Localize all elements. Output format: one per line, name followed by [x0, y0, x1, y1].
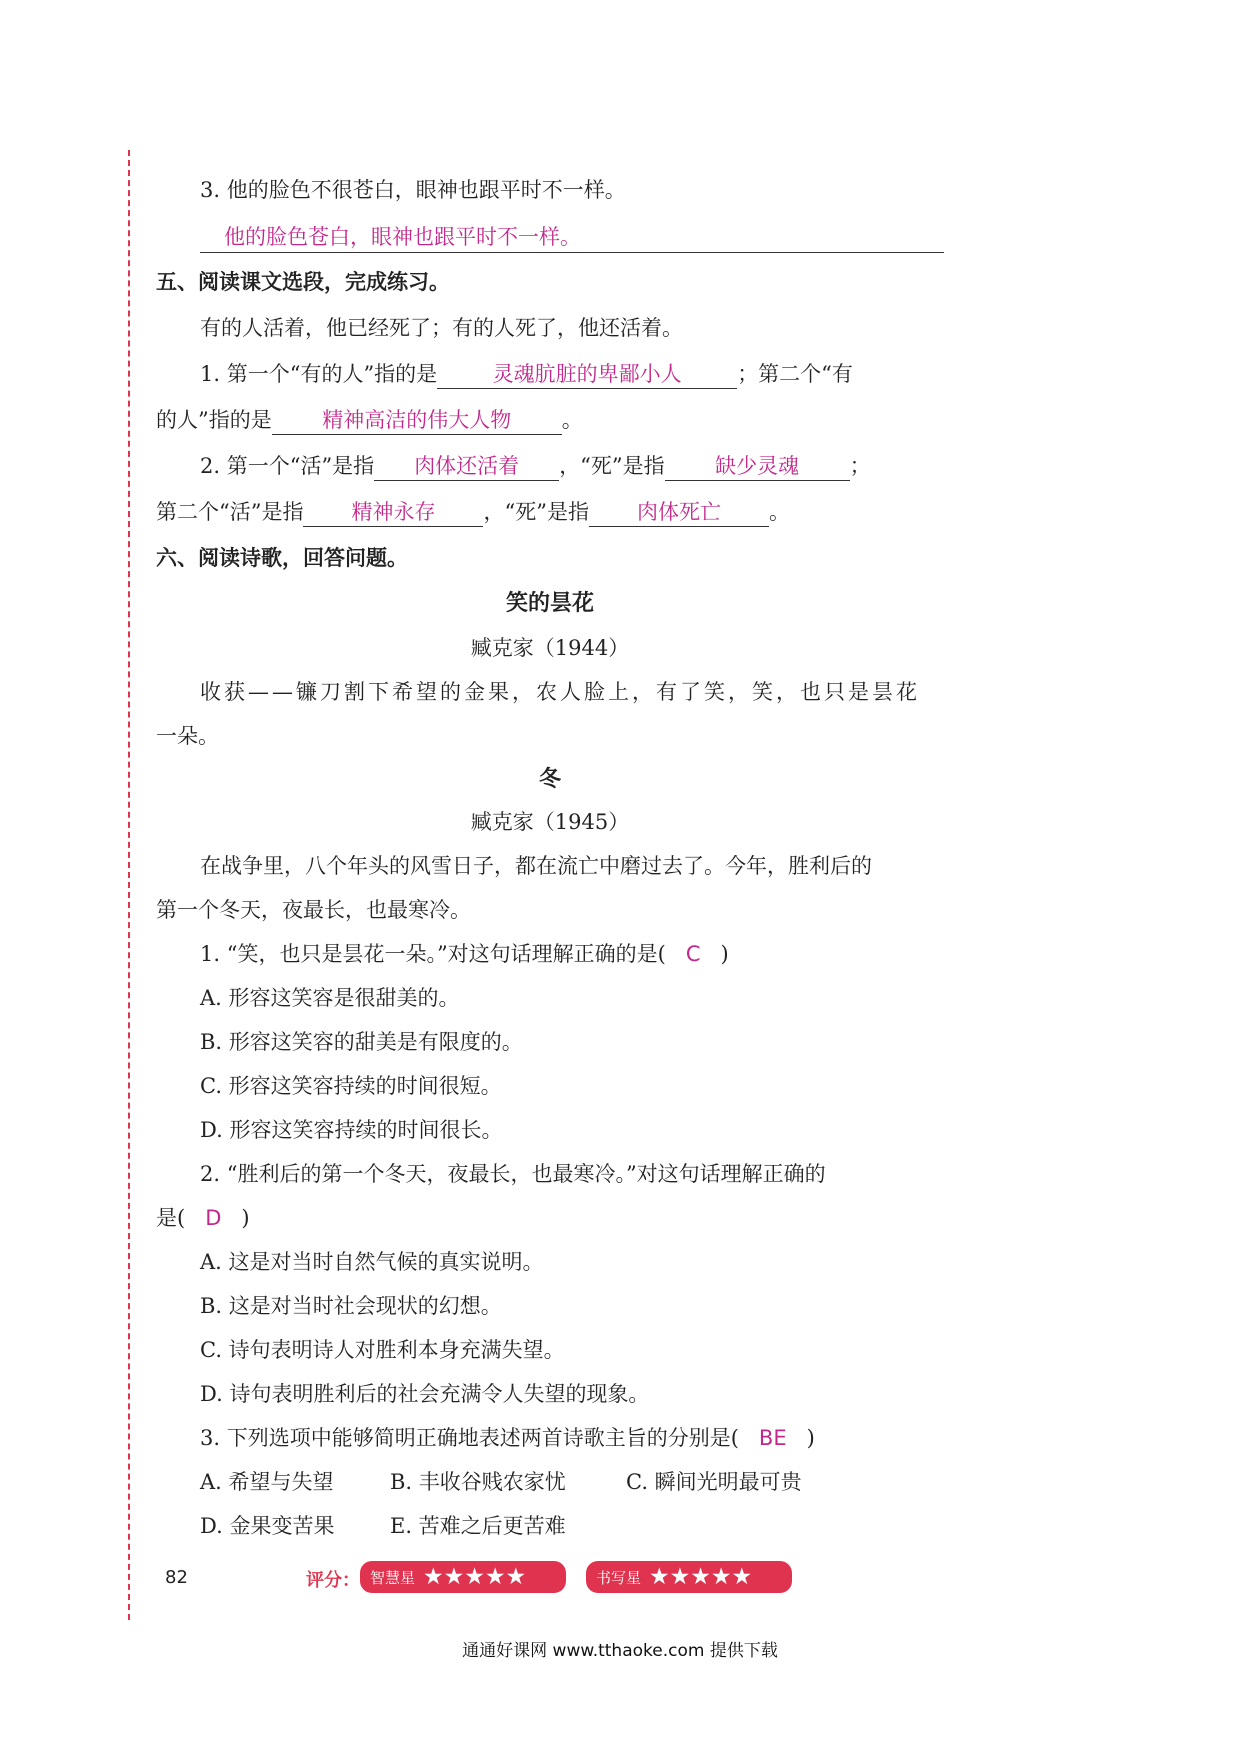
s5-quote: 有的人活着，他已经死了；有的人死了，他还活着。 — [200, 316, 683, 340]
s6-q3-option-b: B. 丰收谷贱农家忧 — [390, 1470, 566, 1494]
s5-q2-line1: 2. 第一个“活”是指 肉体还活着 ，“死”是指 缺少灵魂 ； — [200, 450, 990, 482]
poem2-author: 臧克家（1945） — [470, 810, 630, 834]
s6-q3-option-e: E. 苦难之后更苦难 — [390, 1514, 566, 1538]
s6-q3-option-c: C. 瞬间光明最可贵 — [626, 1470, 802, 1494]
s6-question-1: 1. “笑，也只是昙花一朵。”对这句话理解正确的是( C ) — [200, 942, 729, 966]
s5-q1-answer2: 精神高洁的伟大人物 — [272, 406, 562, 435]
poem1-author: 臧克家（1944） — [470, 636, 630, 660]
s6-q1-option-b: B. 形容这笑容的甜美是有限度的。 — [200, 1030, 523, 1054]
s6-q1-option-c: C. 形容这笑容持续的时间很短。 — [200, 1074, 502, 1098]
footer-download-text: 通通好课网 www.tthaoke.com 提供下载 — [462, 1641, 778, 1661]
s5-q1-line2: 的人”指的是 精神高洁的伟大人物 。 — [156, 404, 946, 436]
score-label: 评分： — [306, 1570, 360, 1591]
section5-heading: 五、阅读课文选段，完成练习。 — [156, 270, 450, 294]
poem1-title: 笑的昙花 — [505, 591, 594, 616]
s6-q1-answer: C — [685, 942, 701, 966]
s6-q1-option-d: D. 形容这笑容持续的时间很长。 — [200, 1118, 503, 1142]
s6-q2-option-b: B. 这是对当时社会现状的幻想。 — [200, 1294, 502, 1318]
s6-q2-line2: 是( D ) — [156, 1206, 250, 1230]
wisdom-star-label: 智慧星 — [370, 1568, 416, 1587]
s6-q3-answer: BE — [758, 1426, 787, 1450]
s5-q2-line2: 第二个“活”是指 精神永存 ，“死”是指 肉体死亡 。 — [156, 496, 946, 528]
s6-q3-options-row1 — [200, 1466, 990, 1498]
poem2-line1: 在战争里，八个年头的风雪日子，都在流亡中磨过去了。今年，胜利后的 — [200, 854, 872, 878]
s5-q2-answer3: 精神永存 — [303, 498, 483, 527]
s6-q2-option-a: A. 这是对当时自然气候的真实说明。 — [200, 1250, 544, 1274]
poem1-line1: 收获——镰刀割下希望的金果，农人脸上，有了笑，笑，也只是昙花 — [200, 680, 920, 704]
writing-star-label: 书写星 — [596, 1568, 642, 1587]
s6-q2-option-d: D. 诗句表明胜利后的社会充满令人失望的现象。 — [200, 1382, 650, 1406]
s6-q1-option-a: A. 形容这笑容是很甜美的。 — [200, 986, 460, 1010]
writing-star-rating — [586, 1561, 792, 1593]
s5-q2-answer4: 肉体死亡 — [589, 498, 769, 527]
section6-heading: 六、阅读诗歌，回答问题。 — [156, 546, 408, 570]
star-icon: ★★★★★ — [649, 1563, 753, 1590]
s4-q3-answer-line: 他的脸色苍白，眼神也跟平时不一样。 — [200, 222, 944, 253]
s6-q2-answer: D — [205, 1206, 222, 1230]
s6-q2-option-c: C. 诗句表明诗人对胜利本身充满失望。 — [200, 1338, 565, 1362]
s6-q3-options-row2 — [200, 1510, 990, 1542]
poem2-title: 冬 — [538, 767, 561, 792]
s6-q3-option-a: A. 希望与失望 — [200, 1470, 334, 1494]
star-icon: ★★★★★ — [423, 1563, 527, 1590]
page-number: 82 — [165, 1567, 188, 1588]
s6-question-3: 3. 下列选项中能够简明正确地表述两首诗歌主旨的分别是( BE ) — [200, 1426, 815, 1450]
margin-dashed-line — [128, 150, 130, 1620]
s5-q1-line1: 1. 第一个“有的人”指的是 灵魂肮脏的卑鄙小人 ；第二个“有 — [200, 358, 990, 390]
s6-question-2: 2. “胜利后的第一个冬天，夜最长，也最寒冷。”对这句话理解正确的 — [200, 1162, 826, 1186]
s5-q2-answer1: 肉体还活着 — [374, 452, 559, 481]
s6-q3-option-d: D. 金果变苦果 — [200, 1514, 335, 1538]
poem2-line2: 第一个冬天，夜最长，也最寒冷。 — [156, 898, 471, 922]
s5-q2-answer2: 缺少灵魂 — [665, 452, 850, 481]
poem1-line2: 一朵。 — [156, 724, 219, 748]
s5-q1-answer1: 灵魂肮脏的卑鄙小人 — [437, 360, 737, 389]
s4-question-3: 3. 他的脸色不很苍白，眼神也跟平时不一样。 — [200, 178, 626, 202]
wisdom-star-rating — [360, 1561, 566, 1593]
